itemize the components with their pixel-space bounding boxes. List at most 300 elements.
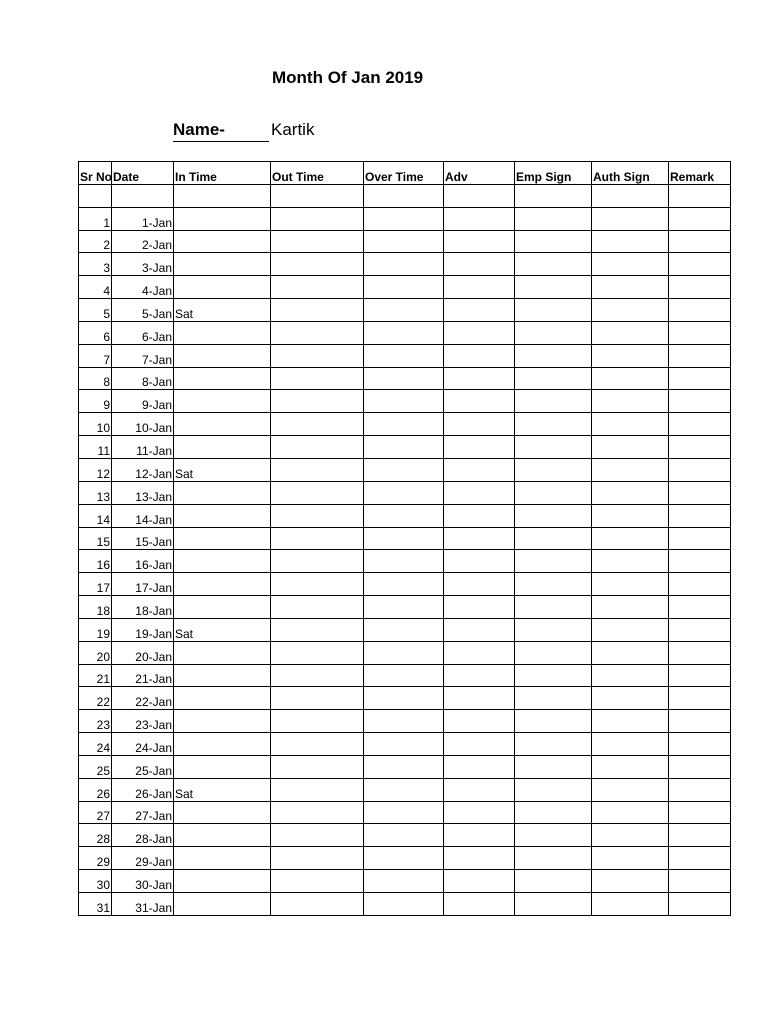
remark-cell[interactable] (669, 390, 731, 413)
emp-sign-cell[interactable] (515, 367, 592, 390)
adv-cell[interactable] (444, 413, 515, 436)
remark-cell[interactable] (669, 527, 731, 550)
over-time-cell[interactable] (364, 230, 444, 253)
table-row (79, 870, 731, 893)
emp-sign-cell[interactable] (515, 527, 592, 550)
auth-sign-cell[interactable] (592, 344, 669, 367)
date-cell: 23-Jan (112, 710, 174, 733)
table-row (79, 778, 731, 801)
over-time-cell[interactable] (364, 573, 444, 596)
adv-cell[interactable] (444, 299, 515, 322)
remark-cell[interactable] (669, 641, 731, 664)
auth-sign-cell[interactable] (592, 527, 669, 550)
over-time-cell[interactable] (364, 755, 444, 778)
in-time-cell[interactable] (174, 527, 271, 550)
emp-sign-cell[interactable] (515, 870, 592, 893)
over-time-cell[interactable] (364, 299, 444, 322)
date-cell: 6-Jan (112, 321, 174, 344)
over-time-cell[interactable] (364, 618, 444, 641)
adv-cell[interactable] (444, 641, 515, 664)
auth-sign-cell[interactable] (592, 367, 669, 390)
over-time-cell[interactable] (364, 504, 444, 527)
auth-sign-cell[interactable] (592, 390, 669, 413)
in-time-cell[interactable] (174, 253, 271, 276)
date-cell: 5-Jan (112, 299, 174, 322)
in-time-cell[interactable]: Sat (174, 458, 271, 481)
auth-sign-cell[interactable] (592, 755, 669, 778)
header-date: Date (112, 162, 174, 185)
adv-cell[interactable] (444, 573, 515, 596)
auth-sign-cell[interactable] (592, 870, 669, 893)
adv-cell[interactable] (444, 344, 515, 367)
out-time-cell[interactable] (271, 390, 364, 413)
auth-sign-cell[interactable] (592, 436, 669, 459)
emp-sign-cell[interactable] (515, 321, 592, 344)
over-time-cell[interactable] (364, 458, 444, 481)
in-time-cell[interactable] (174, 413, 271, 436)
in-time-cell[interactable] (174, 870, 271, 893)
adv-cell[interactable] (444, 664, 515, 687)
in-time-cell[interactable] (174, 276, 271, 299)
adv-cell[interactable] (444, 847, 515, 870)
remark-cell[interactable] (669, 344, 731, 367)
remark-cell[interactable] (669, 824, 731, 847)
out-time-cell[interactable] (271, 550, 364, 573)
adv-cell[interactable] (444, 367, 515, 390)
sr-no-cell: 22 (79, 687, 112, 710)
date-cell: 13-Jan (112, 481, 174, 504)
table-row (79, 755, 731, 778)
emp-sign-cell[interactable] (515, 504, 592, 527)
adv-cell[interactable] (444, 321, 515, 344)
out-time-cell[interactable] (271, 253, 364, 276)
table-row (79, 436, 731, 459)
blank-row (79, 184, 731, 207)
adv-cell[interactable] (444, 687, 515, 710)
date-cell: 28-Jan (112, 824, 174, 847)
emp-sign-cell[interactable] (515, 253, 592, 276)
date-cell: 18-Jan (112, 596, 174, 619)
over-time-cell[interactable] (364, 778, 444, 801)
remark-cell[interactable] (669, 504, 731, 527)
date-cell: 31-Jan (112, 893, 174, 916)
in-time-cell[interactable] (174, 230, 271, 253)
auth-sign-cell[interactable] (592, 733, 669, 756)
auth-sign-cell[interactable] (592, 847, 669, 870)
in-time-cell[interactable] (174, 641, 271, 664)
in-time-cell[interactable] (174, 733, 271, 756)
attendance-table (78, 161, 731, 916)
adv-cell[interactable] (444, 390, 515, 413)
auth-sign-cell[interactable] (592, 504, 669, 527)
auth-sign-cell[interactable] (592, 207, 669, 230)
date-cell: 16-Jan (112, 550, 174, 573)
remark-cell[interactable] (669, 733, 731, 756)
in-time-cell[interactable] (174, 596, 271, 619)
remark-cell[interactable] (669, 253, 731, 276)
auth-sign-cell[interactable] (592, 321, 669, 344)
over-time-cell[interactable] (364, 710, 444, 733)
remark-cell[interactable] (669, 573, 731, 596)
auth-sign-cell[interactable] (592, 801, 669, 824)
in-time-cell[interactable] (174, 847, 271, 870)
adv-cell[interactable] (444, 801, 515, 824)
sr-no-cell: 2 (79, 230, 112, 253)
sr-no-cell: 12 (79, 458, 112, 481)
table-row (79, 733, 731, 756)
emp-sign-cell[interactable] (515, 801, 592, 824)
in-time-cell[interactable] (174, 664, 271, 687)
auth-sign-cell[interactable] (592, 413, 669, 436)
emp-sign-cell[interactable] (515, 276, 592, 299)
remark-cell[interactable] (669, 778, 731, 801)
out-time-cell[interactable] (271, 618, 364, 641)
out-time-cell[interactable] (271, 207, 364, 230)
name-value: Kartik (271, 120, 315, 139)
out-time-cell[interactable] (271, 299, 364, 322)
auth-sign-cell[interactable] (592, 824, 669, 847)
table-row (79, 230, 731, 253)
remark-cell[interactable] (669, 299, 731, 322)
date-cell: 8-Jan (112, 367, 174, 390)
over-time-cell[interactable] (364, 664, 444, 687)
sr-no-cell: 17 (79, 573, 112, 596)
remark-cell[interactable] (669, 230, 731, 253)
page-title: Month Of Jan 2019 (272, 68, 424, 87)
empty-cell[interactable] (364, 184, 444, 207)
out-time-cell[interactable] (271, 710, 364, 733)
emp-sign-cell[interactable] (515, 413, 592, 436)
over-time-cell[interactable] (364, 847, 444, 870)
in-time-cell[interactable] (174, 436, 271, 459)
table-row (79, 413, 731, 436)
out-time-cell[interactable] (271, 687, 364, 710)
header-out-time: Out Time (271, 162, 364, 185)
date-cell: 2-Jan (112, 230, 174, 253)
over-time-cell[interactable] (364, 596, 444, 619)
adv-cell[interactable] (444, 870, 515, 893)
empty-cell[interactable] (79, 184, 112, 207)
out-time-cell[interactable] (271, 481, 364, 504)
sr-no-cell: 19 (79, 618, 112, 641)
over-time-cell[interactable] (364, 253, 444, 276)
sr-no-cell: 16 (79, 550, 112, 573)
table-row (79, 321, 731, 344)
table-row (79, 527, 731, 550)
adv-cell[interactable] (444, 596, 515, 619)
remark-cell[interactable] (669, 710, 731, 733)
in-time-cell[interactable] (174, 481, 271, 504)
auth-sign-cell[interactable] (592, 596, 669, 619)
adv-cell[interactable] (444, 230, 515, 253)
remark-cell[interactable] (669, 458, 731, 481)
remark-cell[interactable] (669, 870, 731, 893)
over-time-cell[interactable] (364, 527, 444, 550)
out-time-cell[interactable] (271, 733, 364, 756)
header-auth-sign: Auth Sign (592, 162, 669, 185)
out-time-cell[interactable] (271, 641, 364, 664)
adv-cell[interactable] (444, 733, 515, 756)
in-time-cell[interactable] (174, 207, 271, 230)
sr-no-cell: 9 (79, 390, 112, 413)
remark-cell[interactable] (669, 801, 731, 824)
date-cell: 27-Jan (112, 801, 174, 824)
emp-sign-cell[interactable] (515, 458, 592, 481)
over-time-cell[interactable] (364, 893, 444, 916)
out-time-cell[interactable] (271, 230, 364, 253)
remark-cell[interactable] (669, 436, 731, 459)
over-time-cell[interactable] (364, 687, 444, 710)
remark-cell[interactable] (669, 664, 731, 687)
emp-sign-cell[interactable] (515, 618, 592, 641)
emp-sign-cell[interactable] (515, 299, 592, 322)
in-time-cell[interactable]: Sat (174, 299, 271, 322)
over-time-cell[interactable] (364, 321, 444, 344)
out-time-cell[interactable] (271, 458, 364, 481)
auth-sign-cell[interactable] (592, 573, 669, 596)
in-time-cell[interactable] (174, 710, 271, 733)
in-time-cell[interactable] (174, 321, 271, 344)
table-row (79, 893, 731, 916)
over-time-cell[interactable] (364, 390, 444, 413)
auth-sign-cell[interactable] (592, 230, 669, 253)
adv-cell[interactable] (444, 710, 515, 733)
auth-sign-cell[interactable] (592, 299, 669, 322)
adv-cell[interactable] (444, 778, 515, 801)
over-time-cell[interactable] (364, 367, 444, 390)
in-time-cell[interactable] (174, 824, 271, 847)
emp-sign-cell[interactable] (515, 573, 592, 596)
out-time-cell[interactable] (271, 321, 364, 344)
table-row (79, 253, 731, 276)
sr-no-cell: 11 (79, 436, 112, 459)
over-time-cell[interactable] (364, 801, 444, 824)
emp-sign-cell[interactable] (515, 207, 592, 230)
out-time-cell[interactable] (271, 413, 364, 436)
in-time-cell[interactable] (174, 755, 271, 778)
table-row (79, 390, 731, 413)
table-row (79, 596, 731, 619)
emp-sign-cell[interactable] (515, 824, 592, 847)
table-row (79, 664, 731, 687)
sr-no-cell: 21 (79, 664, 112, 687)
out-time-cell[interactable] (271, 504, 364, 527)
sr-no-cell: 28 (79, 824, 112, 847)
sr-no-cell: 20 (79, 641, 112, 664)
auth-sign-cell[interactable] (592, 710, 669, 733)
in-time-cell[interactable] (174, 390, 271, 413)
header-over-time: Over Time (364, 162, 444, 185)
empty-cell[interactable] (444, 184, 515, 207)
adv-cell[interactable] (444, 481, 515, 504)
emp-sign-cell[interactable] (515, 390, 592, 413)
adv-cell[interactable] (444, 550, 515, 573)
out-time-cell[interactable] (271, 778, 364, 801)
out-time-cell[interactable] (271, 344, 364, 367)
out-time-cell[interactable] (271, 664, 364, 687)
over-time-cell[interactable] (364, 207, 444, 230)
adv-cell[interactable] (444, 824, 515, 847)
out-time-cell[interactable] (271, 367, 364, 390)
empty-cell[interactable] (592, 184, 669, 207)
adv-cell[interactable] (444, 618, 515, 641)
auth-sign-cell[interactable] (592, 458, 669, 481)
over-time-cell[interactable] (364, 870, 444, 893)
table-row (79, 550, 731, 573)
adv-cell[interactable] (444, 253, 515, 276)
sr-no-cell: 25 (79, 755, 112, 778)
out-time-cell[interactable] (271, 801, 364, 824)
in-time-cell[interactable] (174, 893, 271, 916)
auth-sign-cell[interactable] (592, 481, 669, 504)
over-time-cell[interactable] (364, 276, 444, 299)
header-row (79, 162, 731, 185)
remark-cell[interactable] (669, 847, 731, 870)
auth-sign-cell[interactable] (592, 550, 669, 573)
date-cell: 22-Jan (112, 687, 174, 710)
in-time-cell[interactable] (174, 550, 271, 573)
table-row (79, 299, 731, 322)
out-time-cell[interactable] (271, 573, 364, 596)
auth-sign-cell[interactable] (592, 641, 669, 664)
emp-sign-cell[interactable] (515, 664, 592, 687)
in-time-cell[interactable]: Sat (174, 778, 271, 801)
adv-cell[interactable] (444, 207, 515, 230)
emp-sign-cell[interactable] (515, 481, 592, 504)
auth-sign-cell[interactable] (592, 893, 669, 916)
emp-sign-cell[interactable] (515, 710, 592, 733)
date-cell: 19-Jan (112, 618, 174, 641)
remark-cell[interactable] (669, 413, 731, 436)
in-time-cell[interactable] (174, 573, 271, 596)
emp-sign-cell[interactable] (515, 641, 592, 664)
auth-sign-cell[interactable] (592, 664, 669, 687)
empty-cell[interactable] (112, 184, 174, 207)
adv-cell[interactable] (444, 755, 515, 778)
in-time-cell[interactable] (174, 801, 271, 824)
emp-sign-cell[interactable] (515, 847, 592, 870)
over-time-cell[interactable] (364, 481, 444, 504)
over-time-cell[interactable] (364, 436, 444, 459)
out-time-cell[interactable] (271, 755, 364, 778)
empty-cell[interactable] (271, 184, 364, 207)
sr-no-cell: 8 (79, 367, 112, 390)
adv-cell[interactable] (444, 458, 515, 481)
table-row (79, 710, 731, 733)
emp-sign-cell[interactable] (515, 755, 592, 778)
emp-sign-cell[interactable] (515, 344, 592, 367)
adv-cell[interactable] (444, 276, 515, 299)
in-time-cell[interactable] (174, 344, 271, 367)
table-row (79, 367, 731, 390)
table-body (79, 184, 731, 915)
empty-cell[interactable] (515, 184, 592, 207)
remark-cell[interactable] (669, 755, 731, 778)
table-row (79, 207, 731, 230)
remark-cell[interactable] (669, 596, 731, 619)
out-time-cell[interactable] (271, 893, 364, 916)
emp-sign-cell[interactable] (515, 550, 592, 573)
empty-cell[interactable] (669, 184, 731, 207)
table-row (79, 276, 731, 299)
sr-no-cell: 1 (79, 207, 112, 230)
auth-sign-cell[interactable] (592, 253, 669, 276)
auth-sign-cell[interactable] (592, 618, 669, 641)
header-adv: Adv (444, 162, 515, 185)
adv-cell[interactable] (444, 527, 515, 550)
out-time-cell[interactable] (271, 276, 364, 299)
remark-cell[interactable] (669, 687, 731, 710)
remark-cell[interactable] (669, 618, 731, 641)
table-row (79, 344, 731, 367)
out-time-cell[interactable] (271, 824, 364, 847)
emp-sign-cell[interactable] (515, 436, 592, 459)
sr-no-cell: 14 (79, 504, 112, 527)
emp-sign-cell[interactable] (515, 893, 592, 916)
remark-cell[interactable] (669, 321, 731, 344)
remark-cell[interactable] (669, 276, 731, 299)
header-sr-no: Sr No (79, 162, 112, 185)
remark-cell[interactable] (669, 367, 731, 390)
remark-cell[interactable] (669, 481, 731, 504)
date-cell: 17-Jan (112, 573, 174, 596)
out-time-cell[interactable] (271, 847, 364, 870)
over-time-cell[interactable] (364, 344, 444, 367)
out-time-cell[interactable] (271, 527, 364, 550)
emp-sign-cell[interactable] (515, 596, 592, 619)
date-cell: 1-Jan (112, 207, 174, 230)
in-time-cell[interactable]: Sat (174, 618, 271, 641)
adv-cell[interactable] (444, 893, 515, 916)
remark-cell[interactable] (669, 207, 731, 230)
date-cell: 30-Jan (112, 870, 174, 893)
date-cell: 25-Jan (112, 755, 174, 778)
auth-sign-cell[interactable] (592, 276, 669, 299)
out-time-cell[interactable] (271, 870, 364, 893)
in-time-cell[interactable] (174, 504, 271, 527)
table-row (79, 641, 731, 664)
emp-sign-cell[interactable] (515, 733, 592, 756)
emp-sign-cell[interactable] (515, 230, 592, 253)
table-row (79, 801, 731, 824)
auth-sign-cell[interactable] (592, 778, 669, 801)
over-time-cell[interactable] (364, 733, 444, 756)
over-time-cell[interactable] (364, 641, 444, 664)
out-time-cell[interactable] (271, 596, 364, 619)
adv-cell[interactable] (444, 436, 515, 459)
emp-sign-cell[interactable] (515, 687, 592, 710)
remark-cell[interactable] (669, 550, 731, 573)
table-row (79, 687, 731, 710)
auth-sign-cell[interactable] (592, 687, 669, 710)
out-time-cell[interactable] (271, 436, 364, 459)
over-time-cell[interactable] (364, 550, 444, 573)
sr-no-cell: 5 (79, 299, 112, 322)
remark-cell[interactable] (669, 893, 731, 916)
date-cell: 3-Jan (112, 253, 174, 276)
over-time-cell[interactable] (364, 413, 444, 436)
adv-cell[interactable] (444, 504, 515, 527)
sr-no-cell: 29 (79, 847, 112, 870)
in-time-cell[interactable] (174, 687, 271, 710)
empty-cell[interactable] (174, 184, 271, 207)
date-cell: 26-Jan (112, 778, 174, 801)
over-time-cell[interactable] (364, 824, 444, 847)
in-time-cell[interactable] (174, 367, 271, 390)
sr-no-cell: 26 (79, 778, 112, 801)
emp-sign-cell[interactable] (515, 778, 592, 801)
date-cell: 9-Jan (112, 390, 174, 413)
